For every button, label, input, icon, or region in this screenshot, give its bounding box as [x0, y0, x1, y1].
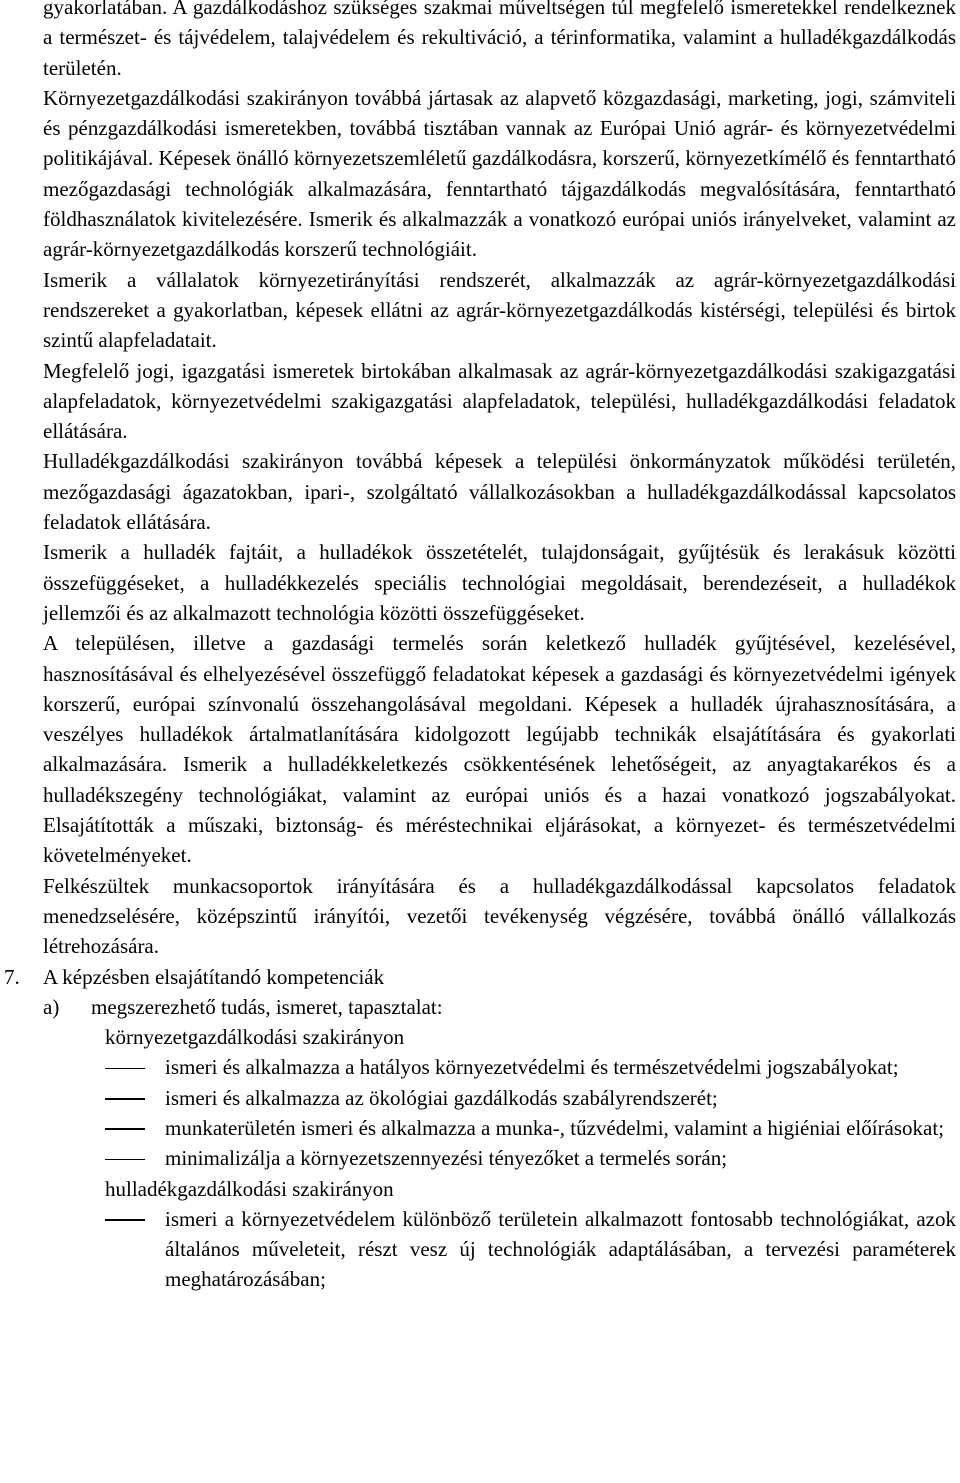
paragraph-kornyezetgazdalkodasi: Környezetgazdálkodási szakirányon továbbá jártasak az alapvető közgazdasági, marketing, jogi, számviteli és pénzgazdálkodási ismeretekben, továbbá tisztában vannak az Európai Unió agrár- és környezetvédelmi politikájával. Képesek önálló környezetszemléletű gazdálkodásra, korszerű, környezetkímélő és fenntartható mezőgazdasági technológiák alkalmazására, fenntartható tájgazdálkodás megvalósítására, fenntartható földhasználatok kivitelezésére. Ismerik és alkalmazzák a vonatkozó európai uniós irányelveket, valamint az agrár-környezetgazdálkodás korszerű technológiáit.: [43, 85, 956, 262]
paragraph-vallalatok: Ismerik a vállalatok környezetirányítási rendszerét, alkalmazzák az agrár-környezetgazdálkodási rendszereket a gyakorlatban, képesek ellátni az agrár-környezetgazdálkodás kistérségi, települési és birtok szintű alapfeladatait.: [43, 267, 956, 353]
paragraph-munkacsoportok: Felkészültek munkacsoportok irányítására és a hulladékgazdálkodással kapcsolatos feladatok menedzselésére, középszintű irányítói, vezetői tevékenység végzésére, továbbá önálló vállalkozás létrehozására.: [43, 873, 956, 959]
list-item: ismeri a környezetvédelem különböző területein alkalmazott fontosabb technológiákat, azok általános műveleteit, részt vesz új technológiák adaptálásában, a tervezési paraméterek meghatározásában;: [105, 1204, 956, 1295]
list-item: ismeri és alkalmazza az ökológiai gazdálkodás szabályrendszerét;: [105, 1083, 956, 1113]
paragraph-gazdalkodas: gyakorlatában. A gazdálkodáshoz szükséges szakmai műveltségen túl megfelelő ismeretekkel rendelkeznek a természet- és tájvédelem, talajvédelem és rekultiváció, a térinformatika, valamint a hulladékgazdálkodás területén.: [43, 0, 956, 80]
paragraph-hulladek-fajtai: Ismerik a hulladék fajtáit, a hulladékok összetételét, tulajdonságait, gyűjtésük és lerakásuk közötti összefüggéseket, a hulladékkezelés speciális technológiai megoldásait, berendezéseit, a hulladékok jellemzői és az alkalmazott technológia közötti összefüggéseket.: [43, 540, 956, 625]
list-item: munkaterületén ismeri és alkalmazza a munka-, tűzvédelmi, valamint a higiéniai előírásokat;: [105, 1113, 956, 1143]
document-body: [4, 0, 956, 1295]
paragraph-telepulesen: A településen, illetve a gazdasági termelés során keletkező hulladék gyűjtésével, kezelésével, hasznosításával és elhelyezésével összefüggő feladatokat képesek a gazdasági és környezetvédelmi igények korszerű, európai színvonalú összehangolásával megoldani. Képesek a hulladék újrahasznosítására, a veszélyes hulladékok ártalmatlanítására kidolgozott legújabb technikák elsajátítására és gyakorlati alkalmazására. Ismerik a hulladékkeletkezés csökkentésének lehetőségeit, az anyagtakarékos és a hulladékszegény technológiákat, valamint az európai uniós és a hazai vonatkozó jogszabályokat. Elsajátították a műszaki, biztonság- és méréstechnikai eljárásokat, a környezet- és természetvédelmi követelményeket.: [43, 631, 956, 868]
group-title-hulladekgazdalkodasi: hulladékgazdálkodási szakirányon: [105, 1176, 394, 1201]
subsection-label: a): [43, 994, 60, 1019]
section-number: 7.: [4, 964, 20, 989]
dash-bullet: [105, 1068, 145, 1070]
dash-bullet: [105, 1159, 145, 1161]
dash-bullet: [105, 1098, 145, 1100]
subsection-heading: [43, 992, 956, 1022]
list-item: minimalizálja a környezetszennyezési tényezőket a termelés során;: [105, 1143, 956, 1173]
paragraph-hulladekgazdalkodasi: Hulladékgazdálkodási szakirányon továbbá képesek a települési önkormányzatok működési területén, mezőgazdasági ágazatokban, ipari-, szolgáltató vállalkozásokban a hulladékgazdálkodással kapcsolatos feladatok ellátására.: [43, 449, 956, 535]
list-item: ismeri és alkalmazza a hatályos környezetvédelmi és természetvédelmi jogszabályokat;: [105, 1052, 956, 1082]
paragraph-jogi-igazgatasi: Megfelelő jogi, igazgatási ismeretek birtokában alkalmasak az agrár-környezetgazdálkodási szakigazgatási alapfeladatok, környezetvédelmi szakigazgatási alapfeladatok, települési, hulladékgazdálkodási feladatok ellátására.: [43, 358, 956, 444]
dash-bullet: [105, 1219, 145, 1221]
dash-bullet: [105, 1128, 145, 1130]
section-title: A képzésben elsajátítandó kompetenciák: [43, 964, 385, 989]
group-title-kornyezetgazdalkodasi: környezetgazdálkodási szakirányon: [105, 1025, 405, 1050]
section-heading: [4, 962, 956, 992]
subsection-title: megszerezhető tudás, ismeret, tapasztalat:: [91, 994, 443, 1019]
